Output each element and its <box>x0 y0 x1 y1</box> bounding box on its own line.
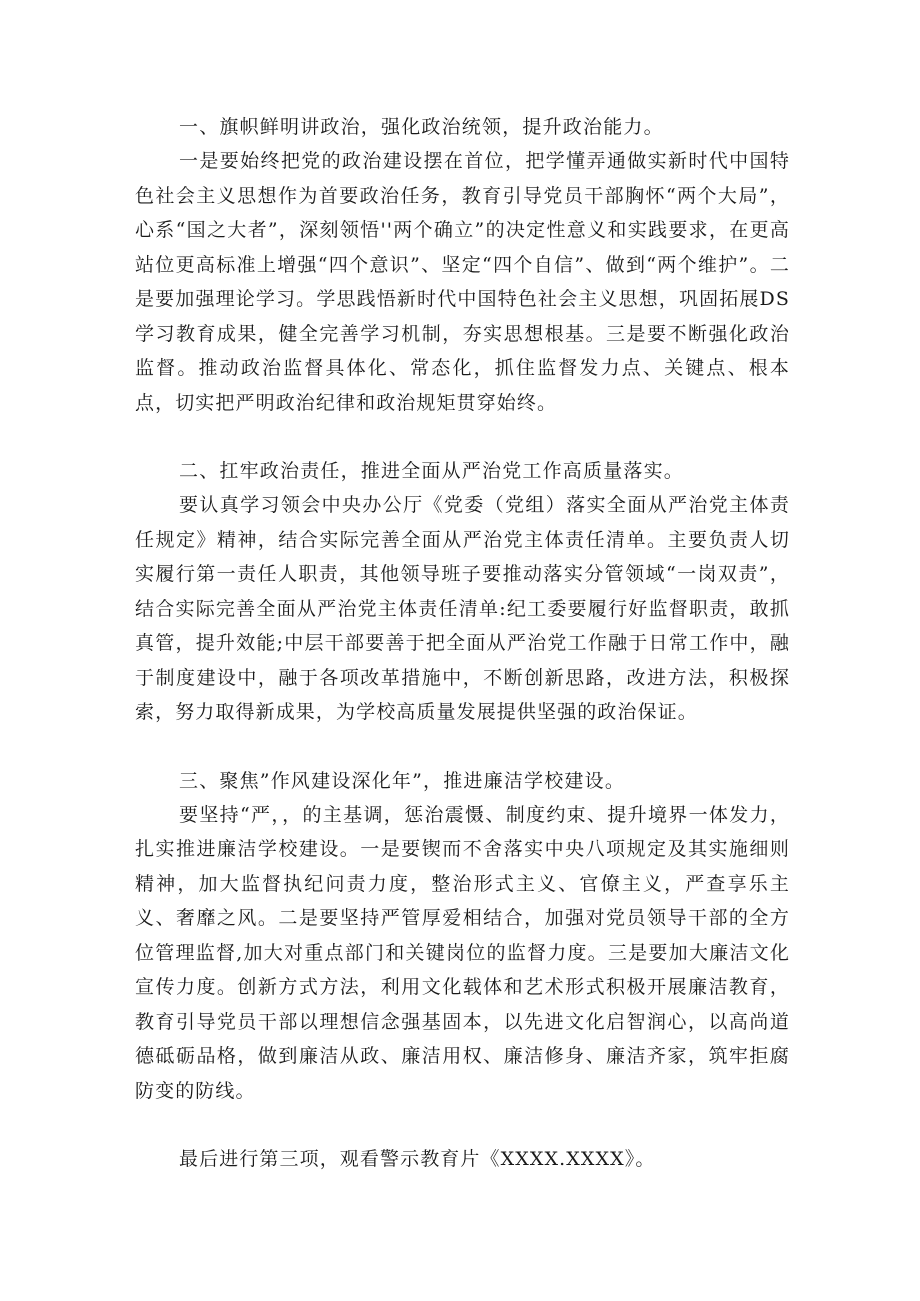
section-body: 要认真学习领会中央办公厅《党委（党组）落实全面从严治党主体责任规定》精神，结合实际完善全面从严治党主体责任清单。主要负责人切实履行第一责任人职责，其他领导班子要推动落实分管领域“一岗双责”，结合实际完善全面从严治党主体责任清单:纪工委要履行好监督职责，敢抓真管，提升效能;中层干部要善于把全面从严治党工作融于日常工作中，融于制度建设中，融于各项改革措施中，不断创新思路，改进方法，积极探索，努力取得新成果，为学校高质量发展提供坚强的政治保证。 <box>135 494 790 723</box>
section-heading: 三、聚焦”作风建设深化年”，推进廉洁学校建设。 <box>179 769 626 792</box>
section-clean-school <box>135 764 790 1109</box>
document-page <box>135 110 790 1176</box>
section-political-leadership <box>135 110 790 420</box>
section-body: 要坚持“严，，的主基调，惩治震慑、制度约束、提升境界一体发力，扎实推进廉洁学校建设。一是要锲而不舍落实中央八项规定及其实施细则精神，加大监督执纪问责力度，整治形式主义、官僚主义，严查享乐主义、奢靡之风。二是要坚持严管厚爱相结合，加强对党员领导干部的全方位管理监督,加大对重点部门和关键岗位的监督力度。三是要加大廉洁文化宣传力度。创新方式方法，利用文化载体和艺术形式积极开展廉洁教育，教育引导党员干部以理想信念强基固本，以先进文化启智润心，以高尚道德砥砺品格，做到廉洁从政、廉洁用权、廉洁修身、廉洁齐家，筑牢拒腐防变的防线。 <box>135 803 790 1102</box>
spacer <box>135 730 790 764</box>
spacer <box>135 420 790 454</box>
section-body: 一是要始终把党的政治建设摆在首位，把学懂弄通做实新时代中国特色社会主义思想作为首要政治任务，教育引导党员干部胸怀“两个大局”，心系“国之大者”，深刻领悟''两个确立”的决定性意义和实践要求，在更高站位更高标准上增强“四个意识”、坚定“四个自信”、做到“两个维护”。二是要加强理论学习。学思践悟新时代中国特色社会主义思想，巩固拓展DS学习教育成果，健全完善学习机制，夯实思想根基。三是要不断强化政治监督。推动政治监督具体化、常态化，抓住监督发力点、关键点、根本点，切实把严明政治纪律和政治规矩贯穿始终。 <box>135 150 790 414</box>
section-political-responsibility <box>135 454 790 730</box>
spacer <box>135 1108 790 1142</box>
section-heading: 一、旗帜鲜明讲政治，强化政治统领，提升政治能力。 <box>179 116 664 138</box>
closing-line: 最后进行第三项，观看警示教育片《XXXX.XXXX》。 <box>179 1148 656 1170</box>
section-heading: 二、扛牢政治责任，推进全面从严治党工作高质量落实。 <box>179 460 685 482</box>
